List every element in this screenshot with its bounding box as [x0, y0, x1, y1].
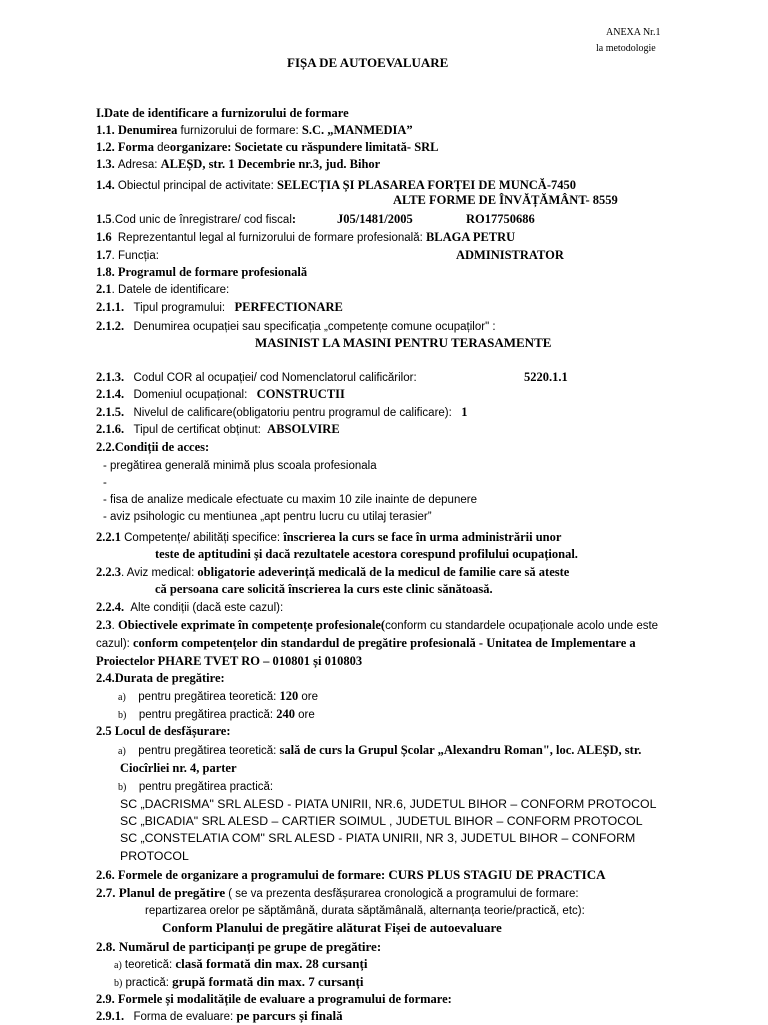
field-value: sală de curs la Grupul Școlar „Alexandru Roman", loc. ALEȘD, str.	[279, 743, 642, 757]
field-number: 1.3.	[96, 157, 115, 171]
section-heading: 2.4.Durata de pregătire:	[96, 671, 225, 685]
section-heading: 2.2.Condiții de acces:	[96, 440, 210, 454]
field-number: 2.2.4.	[96, 600, 125, 614]
participants-practice	[114, 974, 363, 992]
field-1-2	[96, 139, 439, 156]
annex-sublabel: la metodologie	[596, 43, 656, 54]
field-unit: ore	[298, 709, 315, 721]
field-number: 2.9.1.	[96, 1009, 125, 1023]
field-text: Domeniul ocupațional:	[133, 389, 248, 401]
field-number: 2.1.3.	[96, 370, 125, 384]
field-2-2-3-value-2: că persoana care solicită înscrierea la curs este clinic sănătoasă.	[155, 582, 493, 596]
field-1-4-value-2: ALTE FORME DE ÎNVĂȚĂMÂNT- 8559	[393, 193, 618, 207]
field-text: de	[157, 142, 170, 154]
practice-partner: SC „BICADIA" SRL ALESD – CARTIER SOIMUL , JUDETUL BIHOR – CONFORM PROTOCOL	[120, 814, 643, 828]
field-label: 2.6. Formele de organizare a programului de formare:	[96, 868, 386, 882]
field-2-3-line-3: Proiectelor PHARE TVET RO – 010801 și 010803	[96, 654, 363, 668]
section-heading: I.Date de identificare a furnizorului de formare	[96, 106, 349, 120]
field-text: Competențe/ abilități specifice:	[124, 532, 281, 544]
field-text: pentru pregătirea teoretică:	[138, 691, 277, 703]
field-value: SELECȚIA ȘI PLASAREA FORȚEI DE MUNCĂ-7450	[276, 178, 576, 192]
access-condition: - fisa de analize medicale efectuate cu maxim 10 zile inainte de depunere	[103, 494, 477, 506]
field-2-1-3	[96, 369, 417, 386]
field-text: practică:	[125, 977, 169, 989]
field-2-1-4	[96, 386, 345, 403]
field-2-2-4	[96, 599, 283, 616]
field-text: furnizorului de formare:	[180, 125, 299, 137]
list-marker: b)	[114, 978, 123, 989]
field-text: pentru pregătirea teoretică:	[138, 745, 277, 757]
access-condition: - pregătirea generală minimă plus scoala profesionala	[103, 460, 377, 472]
field-2-9-1	[96, 1008, 343, 1025]
annex-label: ANEXA Nr.1	[606, 27, 661, 38]
field-value: înscrierea la curs se face în urma administrării unor	[283, 530, 562, 544]
field-1-7-value: ADMINISTRATOR	[456, 248, 564, 262]
field-text: .	[111, 620, 119, 632]
field-label: organizare:	[169, 140, 232, 154]
field-number: 2.1.6.	[96, 422, 125, 436]
field-text: teoretică:	[124, 959, 173, 971]
location-practice	[118, 778, 273, 796]
field-label: Forma	[117, 140, 154, 154]
field-text: . Aviz medical:	[121, 567, 195, 579]
field-2-1-6	[96, 421, 340, 438]
list-marker: a)	[118, 746, 126, 757]
field-2-1-5	[96, 404, 467, 421]
field-text: . Funcția:	[111, 250, 159, 262]
field-text: . Datele de identificare:	[111, 284, 230, 296]
field-text: Obiectul principal de activitate:	[117, 180, 274, 192]
field-number: 2.1.4.	[96, 387, 125, 401]
field-1-6	[96, 229, 515, 246]
field-2-7	[96, 885, 579, 902]
field-number: 2.2.1	[96, 530, 121, 544]
field-text: Codul COR al ocupației/ cod Nomenclatorul calificărilor:	[133, 372, 417, 384]
field-2-1-1	[96, 299, 343, 316]
field-1-5-value-2: RO17750686	[466, 212, 535, 226]
section-heading: 2.9. Formele și modalitățile de evaluare a programului de formare:	[96, 992, 452, 1006]
field-number: 1.7	[96, 248, 112, 262]
field-text: Reprezentantul legal al furnizorului de formare profesională:	[117, 232, 423, 244]
field-value: clasă formată din max. 28 cursanți	[175, 956, 368, 971]
field-2-2-1	[96, 529, 561, 546]
field-2-3	[96, 617, 658, 634]
field-text: Tipul programului:	[133, 302, 226, 314]
list-marker: a)	[114, 960, 122, 971]
field-value: 240	[276, 707, 295, 721]
list-marker: a)	[118, 692, 126, 703]
field-value: PERFECTIONARE	[234, 300, 343, 314]
practice-partner: SC „DACRISMA" SRL ALESD - PIATA UNIRII, NR.6, JUDETUL BIHOR – CONFORM PROTOCOL	[120, 797, 657, 811]
field-value: CONSTRUCTII	[256, 387, 345, 401]
field-2-1	[96, 281, 229, 298]
field-value: ALEȘD, str. 1 Decembrie nr.3, jud. Bihor	[160, 157, 381, 171]
field-number: 2.1.5.	[96, 405, 125, 419]
field-text: Denumirea ocupației sau specificația „competențe comune ocupaților" :	[133, 321, 496, 333]
duration-theory	[118, 688, 318, 706]
field-value: 1	[461, 405, 468, 419]
field-number: 1.6	[96, 230, 112, 244]
field-2-2-1-value-2: teste de aptitudini și dacă rezultatele acestora corespund profilului ocupațional.	[155, 547, 578, 561]
field-number: 2.3	[96, 618, 112, 632]
field-2-3-line-2	[96, 635, 636, 652]
field-1-5	[96, 211, 296, 228]
field-1-7	[96, 247, 159, 264]
field-2-1-2	[96, 318, 496, 335]
field-text: Forma de evaluare:	[133, 1011, 234, 1023]
field-2-7-value: Conform Planului de pregătire alăturat Fișei de autoevaluare	[162, 920, 502, 935]
field-text: pentru pregătirea practică:	[138, 709, 274, 721]
field-number: 1.1.	[96, 123, 115, 137]
list-marker: b)	[118, 710, 127, 721]
field-2-7-line-2: repartizarea orelor pe săptămână, durata săptămânală, alternanța teorie/practică, etc):	[145, 905, 585, 917]
list-marker: b)	[118, 782, 127, 793]
occupation-name: MASINIST LA MASINI PENTRU TERASAMENTE	[255, 335, 552, 350]
practice-partner: SC „CONSTELATIA COM" SRL ALESD - PIATA UNIRII, NR 3, JUDETUL BIHOR – CONFORM	[120, 831, 636, 845]
field-number: 2.1	[96, 282, 112, 296]
field-value: BLAGA PETRU	[425, 230, 516, 244]
field-value: S.C. „MANMEDIA”	[301, 123, 413, 137]
page-title: FIȘA DE AUTOEVALUARE	[287, 55, 449, 70]
location-theory	[118, 742, 641, 760]
access-condition: - aviz psihologic cu mentiunea „apt pentru lucru cu utilaj terasier”	[103, 511, 432, 523]
field-value: CURS PLUS STAGIU DE PRACTICA	[388, 867, 606, 882]
field-text: Nivelul de calificare(obligatoriu pentru programul de calificare):	[133, 407, 452, 419]
field-2-1-3-value: 5220.1.1	[524, 370, 568, 384]
field-number: 1.5	[96, 212, 112, 226]
field-label: Obiectivele exprimate în competențe profesionale(	[118, 618, 386, 632]
practice-partner-line-2: PROTOCOL	[120, 849, 189, 863]
access-condition: -	[103, 477, 107, 489]
field-number: 1.4.	[96, 178, 115, 192]
field-value: conform competențelor din standardul de pregătire profesională - Unitatea de Implementare a	[133, 636, 636, 650]
field-number: 1.2.	[96, 140, 115, 154]
field-text: ( se va prezenta desfășurarea cronologică a programului de formare:	[228, 888, 579, 900]
field-number: 2.2.3	[96, 565, 121, 579]
section-heading: 2.8. Numărul de participanți pe grupe de pregătire:	[96, 939, 382, 954]
section-heading: 2.5 Locul de desfășurare:	[96, 724, 231, 738]
field-2-6	[96, 867, 606, 883]
field-text: pentru pregătirea practică:	[138, 781, 274, 793]
field-number: 2.1.1.	[96, 300, 125, 314]
field-label: Denumirea	[117, 123, 178, 137]
duration-practice	[118, 706, 315, 724]
field-text: Tipul de certificat obținut:	[133, 424, 261, 436]
field-value: pe parcurs și finală	[236, 1008, 343, 1023]
field-value: ABSOLVIRE	[267, 422, 340, 436]
field-value: obligatorie adeverință medicală de la medicul de familie care să ateste	[197, 565, 570, 579]
section-heading: 1.8. Programul de formare profesională	[96, 265, 308, 279]
field-text: cazul):	[96, 638, 130, 650]
field-colon: :	[291, 212, 297, 226]
field-text: Adresa:	[117, 159, 158, 171]
field-number: 2.1.2.	[96, 319, 125, 333]
field-1-3	[96, 156, 380, 173]
location-theory-line-2: Ciocîrliei nr. 4, parter	[120, 761, 237, 775]
field-unit: ore	[301, 691, 318, 703]
participants-theory	[114, 956, 367, 974]
field-value: grupă formată din max. 7 cursanți	[172, 974, 364, 989]
field-text: Alte condiții (dacă este cazul):	[130, 602, 284, 614]
field-text: .Cod unic de înregistrare/ cod fiscal	[111, 214, 292, 226]
field-2-2-3	[96, 564, 569, 581]
field-value: Societate cu răspundere limitată- SRL	[234, 140, 439, 154]
field-text: conform cu standardele ocupaționale acolo unde este	[385, 620, 659, 632]
field-label: 2.7. Planul de pregătire	[96, 885, 226, 900]
field-value: 120	[279, 689, 299, 703]
field-1-1	[96, 122, 413, 139]
field-1-5-value: J05/1481/2005	[337, 212, 413, 226]
